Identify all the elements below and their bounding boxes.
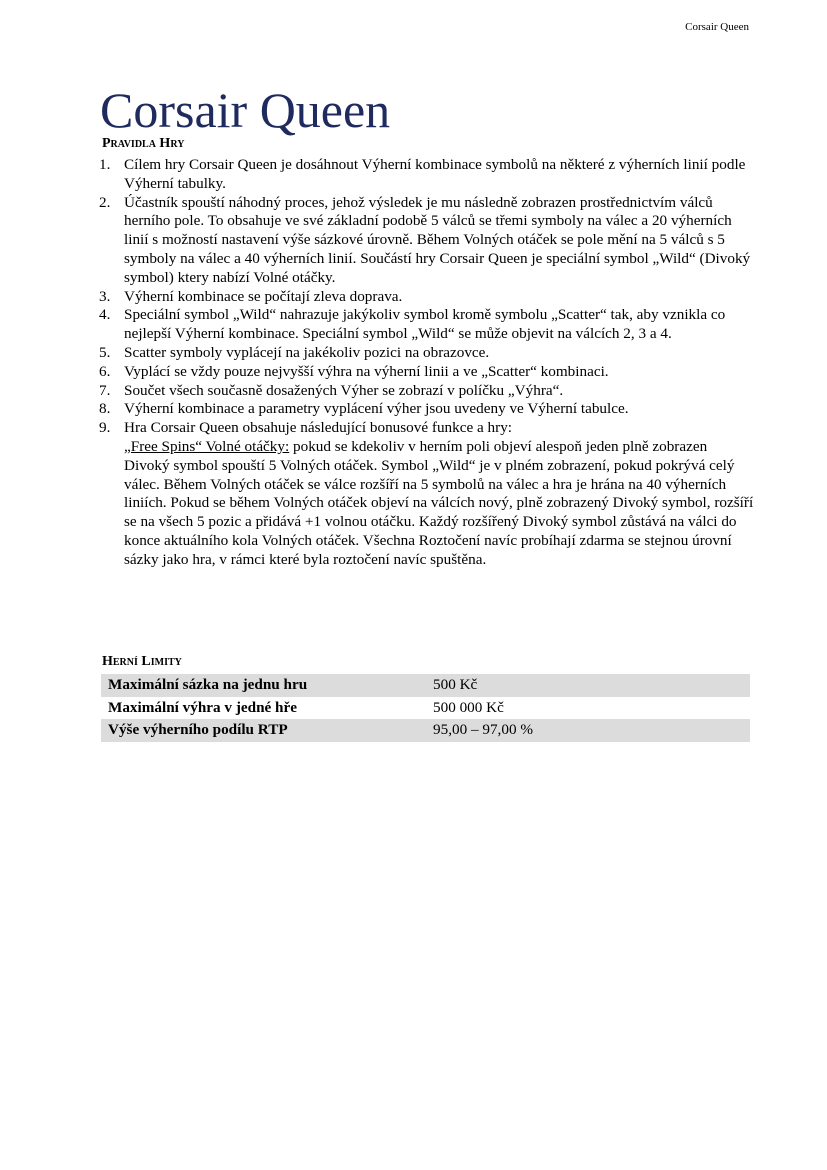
limit-label: Maximální sázka na jednu hru xyxy=(101,674,426,697)
list-item xyxy=(99,419,754,569)
item-number: 2. xyxy=(99,193,111,211)
rules-heading: Pravidla Hry xyxy=(102,136,185,151)
free-spins-label: „Free Spins“ Volné otáčky: xyxy=(124,437,290,455)
list-item xyxy=(99,344,754,363)
list-item xyxy=(99,156,754,194)
item-text: Výherní kombinace a parametry vyplácení výher jsou uvedeny ve Výherní tabulce. xyxy=(124,400,629,418)
list-item xyxy=(99,194,754,288)
item-number: 4. xyxy=(99,306,111,324)
free-spins-text: pokud se kdekoliv v herním poli objeví alespoň jeden plně zobrazen Divoký symbol spouští 5 Volných otáček. Symbol „Wild“ je v plném zobrazení, pokud pokrývá celý válec. Během Volných otáček se válce rozšíří na 5 symbolů na válec a hra je hrána na 40 výherních liniích. Pokud se během Volných otáček objeví na válcích nový, plně zobrazený Divoký symbol, rozšíří se na všech 5 pozic a přidává +1 volnou otáčku. Každý rozšířený Divoký symbol zůstává na válci do konce aktuálního kola Volných otáček. Všechna Roztočení navíc probíhají zdarma se stejnou úrovní sázky jako hra, v rámci které byla roztočení navíc spuštěna. xyxy=(124,437,754,568)
limit-label: Výše výherního podílu RTP xyxy=(101,719,426,742)
item-number: 9. xyxy=(99,419,111,437)
item-text: Hra Corsair Queen obsahuje následující bonusové funkce a hry: xyxy=(124,419,513,437)
item-number: 6. xyxy=(99,362,111,380)
table-row xyxy=(101,674,750,697)
item-number: 7. xyxy=(99,381,111,399)
free-spins-description xyxy=(124,438,754,570)
limits-heading: Herní Limity xyxy=(102,654,182,669)
item-number: 1. xyxy=(99,156,111,173)
item-text: Scatter symboly vyplácejí na jakékoliv pozici na obrazovce. xyxy=(124,343,490,361)
limits-table xyxy=(101,674,750,742)
item-number: 8. xyxy=(99,400,111,418)
page-title: Corsair Queen xyxy=(100,82,391,138)
item-number: 3. xyxy=(99,287,111,305)
table-row xyxy=(101,697,750,720)
list-item xyxy=(99,288,754,307)
running-header: Corsair Queen xyxy=(685,21,749,33)
list-item xyxy=(99,306,754,344)
item-text: Cílem hry Corsair Queen je dosáhnout Výherní kombinace symbolů na některé z výherních linií podle Výherní tabulky. xyxy=(124,156,746,192)
limit-value: 500 000 Kč xyxy=(433,698,504,716)
list-item xyxy=(99,400,754,419)
limit-value: 95,00 – 97,00 % xyxy=(426,719,750,742)
rules-list xyxy=(99,156,754,570)
list-item xyxy=(99,363,754,382)
limit-label: Maximální výhra v jedné hře xyxy=(108,698,297,716)
item-text: Účastník spouští náhodný proces, jehož výsledek je mu následně zobrazen prostřednictvím válců herního pole. To obsahuje ve své základní podobě 5 válců se třemi symboly na válec a 20 výherních linií s možností nastavení výše sázkové úrovně. Během Volných otáček se pole mění na 5 válců s 5 symboly na válec a 40 výherních linií. Součástí hry Corsair Queen je speciální symbol „Wild“ (Divoký symbol) ktery nabízí Volné otáčky. xyxy=(124,193,751,286)
list-item xyxy=(99,382,754,401)
item-text: Vyplácí se vždy pouze nejvyšší výhra na výherní linii a ve „Scatter“ kombinaci. xyxy=(124,362,609,380)
limit-value: 500 Kč xyxy=(426,674,750,697)
item-text: Speciální symbol „Wild“ nahrazuje jakýkoliv symbol kromě symbolu „Scatter“ tak, aby vznikla co nejlepší Výherní kombinace. Speciální symbol „Wild“ se může objevit na válcích 2, 3 a 4. xyxy=(124,306,726,343)
item-text: Součet všech současně dosažených Výher se zobrazí v políčku „Výhra“. xyxy=(124,381,564,399)
table-row xyxy=(101,719,750,742)
item-number: 5. xyxy=(99,343,111,361)
item-text: Výherní kombinace se počítají zleva doprava. xyxy=(124,287,403,305)
